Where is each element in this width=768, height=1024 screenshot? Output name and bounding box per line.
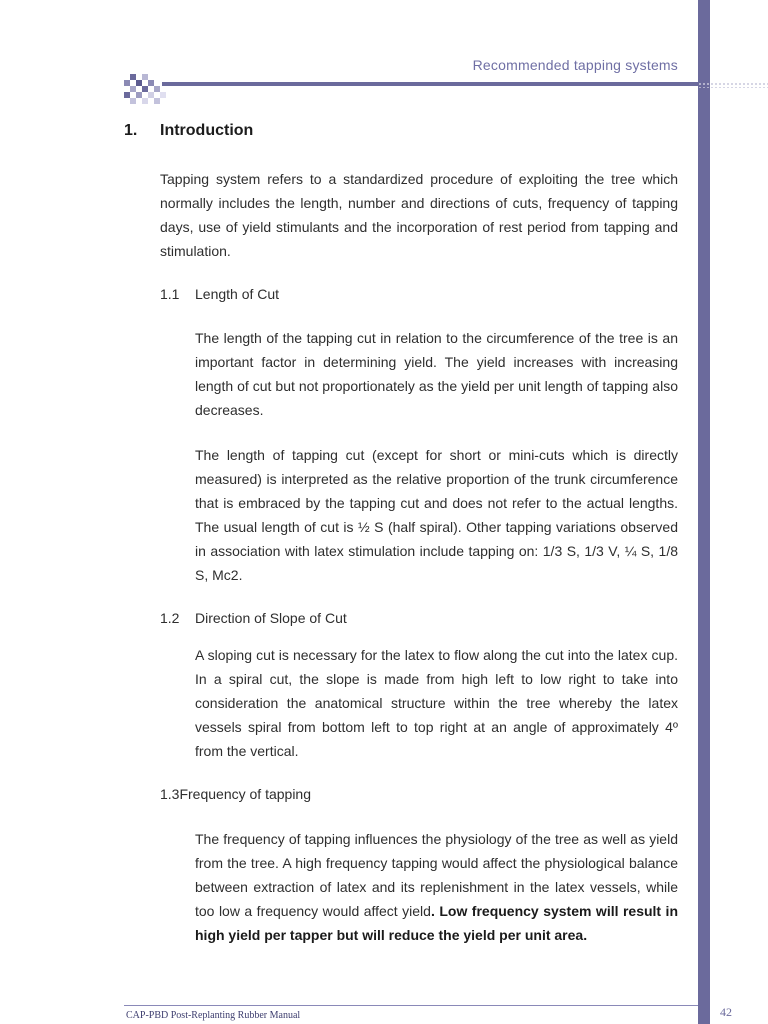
frequency-of-tapping-paragraph bbox=[195, 827, 678, 947]
subsection-title: Length of Cut bbox=[195, 286, 280, 302]
frequency-bold-text: . Low frequency system will result in high yield per tapper but will reduce the yield per unit area. bbox=[195, 903, 679, 943]
section-title: Introduction bbox=[160, 122, 254, 139]
running-header-title: Recommended tapping systems bbox=[472, 57, 678, 73]
length-of-cut-paragraph-1: The length of the tapping cut in relation to the circumference of the tree is an important factor in determining yield. The yield increases with increasing length of cut but not proportionately as the yield per unit length of tapping also decreases. bbox=[195, 330, 678, 418]
frequency-text: The frequency of tapping influences the physiology of the tree as well as yield from the tree. A high frequency tapping would affect the physiological balance between extraction of latex and its replenishment in the latex vessels, while too low a frequency would affect yield bbox=[195, 831, 678, 919]
subsection-heading-length-of-cut bbox=[160, 286, 279, 302]
subsection-number: 1.1 bbox=[160, 286, 180, 302]
subsection-heading-frequency-of-tapping bbox=[160, 786, 311, 802]
section-number: 1. bbox=[124, 122, 138, 139]
length-of-cut-paragraph-2: The length of tapping cut (except for short or mini-cuts which is directly measured) is interpreted as the relative proportion of the trunk circumference that is embraced by the tapping cut and does not refer to the actual lengths. The usual length of cut is ½ S (half spiral). Other tapping variations observed in association with latex stimulation include tapping on: 1/3 S, 1/3 V, ¼ S, 1/8 S, Mc2. bbox=[195, 447, 678, 583]
subsection-title: Direction of Slope of Cut bbox=[195, 610, 347, 626]
header-rule bbox=[162, 82, 698, 86]
footer-source: CAP-PBD Post-Replanting Rubber Manual bbox=[126, 1010, 301, 1021]
subsection-number: 1.3 bbox=[160, 786, 180, 802]
intro-paragraph: Tapping system refers to a standardized procedure of exploiting the tree which normally includes the length, number and directions of cuts, frequency of tapping days, use of yield stimulants and the incorporation of rest period from tapping and stimulation. bbox=[160, 171, 678, 259]
side-accent-bar bbox=[698, 0, 710, 1024]
subsection-number: 1.2 bbox=[160, 610, 180, 626]
subsection-heading-direction-of-slope bbox=[160, 610, 347, 626]
page-number: 42 bbox=[720, 1005, 732, 1019]
section-heading bbox=[124, 122, 253, 140]
direction-of-slope-paragraph: A sloping cut is necessary for the latex to flow along the cut into the latex cup. In a spiral cut, the slope is made from high left to low right to take into consideration the anatomical structure within the tree whereby the latex vessels spiral from bottom left to top right at an angle of approximately 4º from the vertical. bbox=[195, 647, 678, 759]
header-mosaic-logo bbox=[124, 74, 168, 106]
subsection-title: Frequency of tapping bbox=[179, 786, 311, 802]
header-dotted-pattern bbox=[698, 82, 768, 88]
footer-rule bbox=[124, 1005, 698, 1006]
